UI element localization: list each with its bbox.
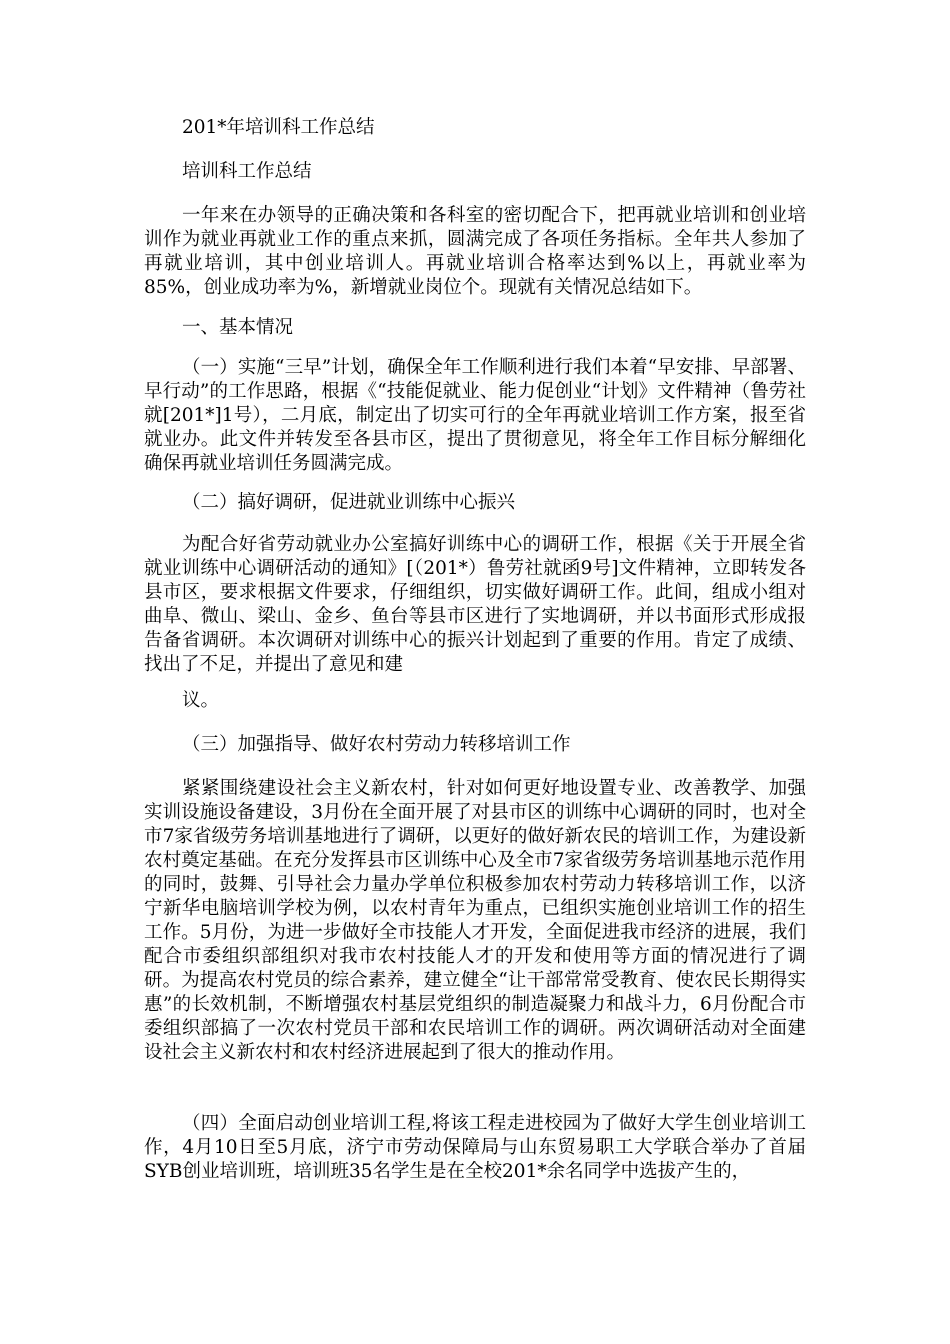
item-2-tail: 议。 <box>182 690 220 711</box>
item-3-heading: （三）加强指导、做好农村劳动力转移培训工作 <box>182 734 571 755</box>
item-2-heading: （二）搞好调研，促进就业训练中心振兴 <box>182 492 516 513</box>
item-3-paragraph: 紧紧围绕建设社会主义新农村，针对如何更好地设置专业、改善教学、加强实训设施设备建设，3月份在全面开展了对县市区的训练中心调研的同时，也对全市7家省级劳务培训基地进行了调研，以更好的做好新农民的培训工作，为建设新农村奠定基础。在充分发挥县市区训练中心及全市7家省级劳务培训基地示范作用的同时，鼓舞、引导社会力量办学单位积极参加农村劳动力转移培训工作，以济宁新华电脑培训学校为例，以农村青年为重点，已组织实施创业培训工作的招生工作。5月份，为进一步做好全市技能人才开发，全面促进我市经济的进展，我们配合市委组织部组织对我市农村技能人才的开发和使用等方面的情况进行了调研。为提高农村党员的综合素养，建立健全“让干部常常受教育、使农民长期得实惠”的长效机制，不断增强农村基层党组织的制造凝聚力和战斗力，6月份配合市委组织部搞了一次农村党员干部和农民培训工作的调研。两次调研活动对全面建设社会主义新农村和农村经济进展起到了很大的推动作用。 <box>144 778 806 1063</box>
intro-paragraph: 一年来在办领导的正确决策和各科室的密切配合下，把再就业培训和创业培训作为就业再就业工作的重点来抓，圆满完成了各项任务指标。全年共人参加了再就业培训，其中创业培训人。再就业培训合格率达到%以上，再就业率为85%，创业成功率为%，新增就业岗位个。现就有关情况总结如下。 <box>144 205 806 298</box>
document-subtitle: 培训科工作总结 <box>182 161 312 182</box>
item-2-paragraph: 为配合好省劳动就业办公室搞好训练中心的调研工作，根据《关于开展全省就业训练中心调研活动的通知》[（201*）鲁劳社就函9号]文件精神，立即转发各县市区，要求根据文件要求，仔细组织，切实做好调研工作。此间，组成小组对曲阜、微山、梁山、金乡、鱼台等县市区进行了实地调研，并以书面形式形成报告备省调研。本次调研对训练中心的振兴计划起到了重要的作用。肯定了成绩、找出了不足，并提出了意见和建 <box>144 534 806 675</box>
item-1-paragraph: （一）实施“三早”计划，确保全年工作顺利进行我们本着“早安排、早部署、早行动”的工作思路，根据《“技能促就业、能力促创业“计划》文件精神（鲁劳社就[201*]1号），二月底，制定出了切实可行的全年再就业培训工作方案，报至省就业办。此文件并转发至各县市区，提出了贯彻意见，将全年工作目标分解细化确保再就业培训任务圆满完成。 <box>144 357 806 474</box>
document-title: 201*年培训科工作总结 <box>182 117 375 138</box>
item-4-paragraph: （四）全面启动创业培训工程,将该工程走进校园为了做好大学生创业培训工作，4月10日至5月底，济宁市劳动保障局与山东贸易职工大学联合举办了首届SYB创业培训班，培训班35名学生是在全校201*余名同学中选拔产生的， <box>144 1113 806 1182</box>
section-heading-basic-situation: 一、基本情况 <box>182 317 294 338</box>
